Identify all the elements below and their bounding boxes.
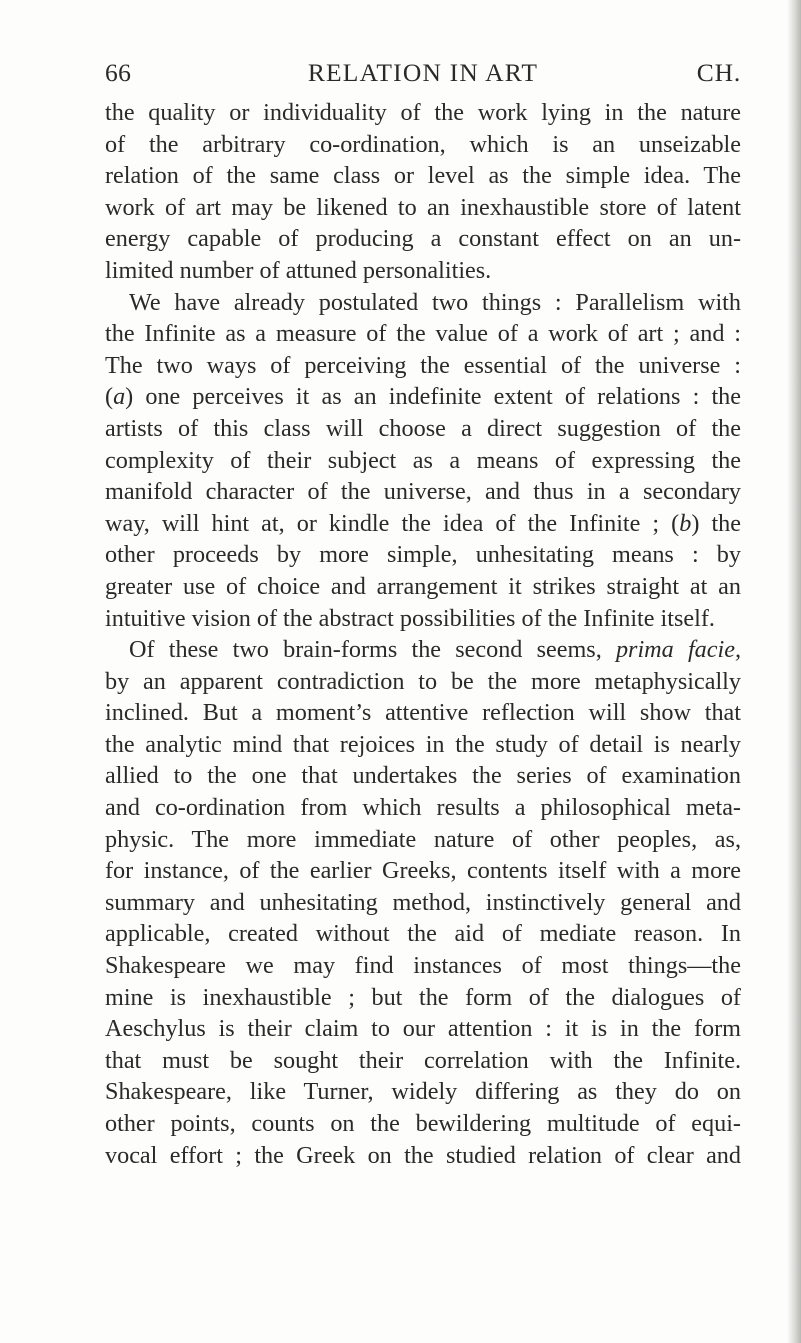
running-header	[105, 58, 741, 94]
text-line: energy capable of producing a constant effect on an un-	[105, 225, 741, 253]
text-line: the quality or individuality of the work lying in the nature	[105, 99, 741, 126]
text-line: the Infinite as a measure of the value of a work of art ; and :	[105, 320, 741, 348]
text-line: Aeschylus is their claim to our attention : it is in the form	[105, 1015, 741, 1043]
body-text	[105, 97, 741, 1171]
text-line: other proceeds by more simple, unhesitating means : by	[105, 541, 741, 569]
text-line: artists of this class will choose a direct suggestion of the	[105, 414, 741, 442]
text-line: by an apparent contradiction to be the more metaphysically	[105, 667, 741, 695]
text-segment: ) the	[691, 509, 741, 537]
text-line: Shakespeare we may find instances of most things—the	[105, 952, 741, 980]
text-line: physic. The more immediate nature of other peoples, as,	[105, 825, 741, 853]
text-line: limited number of attuned personalities.	[105, 256, 492, 284]
text-line: Shakespeare, like Turner, widely differing as they do on	[105, 1078, 741, 1106]
text-line: relation of the same class or level as the simple idea. The	[105, 162, 741, 190]
text-segment: way, will hint at, or kindle the idea of the Infinite ; (	[105, 509, 680, 537]
text-line: The two ways of perceiving the essential of the universe :	[105, 351, 741, 379]
text-segment: (	[105, 383, 114, 411]
italic-text: a	[113, 383, 126, 411]
running-title: RELATION IN ART	[307, 58, 539, 87]
text-line: manifold character of the universe, and thus in a secondary	[105, 478, 741, 506]
text-line: other points, counts on the bewildering multitude of equi-	[105, 1110, 741, 1137]
page-edge-shadow	[787, 0, 801, 1343]
text-line: greater use of choice and arrangement it strikes straight at an	[105, 572, 741, 600]
text-line: and co-ordination from which results a philosophical meta-	[105, 794, 741, 822]
text-line: intuitive vision of the abstract possibilities of the Infinite itself.	[105, 604, 715, 632]
text-line: complexity of their subject as a means of expressing the	[105, 446, 741, 474]
text-line: vocal effort ; the Greek on the studied relation of clear and	[105, 1141, 741, 1169]
text-line	[105, 634, 741, 666]
text-segment: Of these two brain-forms the second seems,	[129, 636, 616, 664]
text-line: mine is inexhaustible ; but the form of the dialogues of	[105, 983, 741, 1011]
text-line: that must be sought their correlation with the Infinite.	[105, 1046, 741, 1074]
text-line: of the arbitrary co-ordination, which is an unseizable	[105, 130, 741, 158]
text-line	[105, 381, 741, 413]
text-line: applicable, created without the aid of mediate reason. In	[105, 920, 741, 948]
text-line: the analytic mind that rejoices in the study of detail is nearly	[105, 730, 741, 758]
text-segment: ) one perceives it as an indefinite extent of relations : the	[125, 383, 741, 411]
text-line: inclined. But a moment’s attentive reflection will show that	[105, 699, 741, 727]
chapter-abbreviation: CH.	[696, 58, 741, 87]
italic-text: prima facie,	[615, 636, 741, 664]
text-line: summary and unhesitating method, instinctively general and	[105, 888, 741, 916]
text-line: work of art may be likened to an inexhaustible store of latent	[105, 193, 741, 221]
page-number: 66	[105, 58, 132, 87]
text-line	[105, 508, 741, 540]
italic-text: b	[679, 509, 692, 537]
text-line: We have already postulated two things : Parallelism with	[129, 288, 741, 316]
text-line: for instance, of the earlier Greeks, contents itself with a more	[105, 857, 741, 885]
text-line: allied to the one that undertakes the series of examination	[105, 762, 741, 790]
